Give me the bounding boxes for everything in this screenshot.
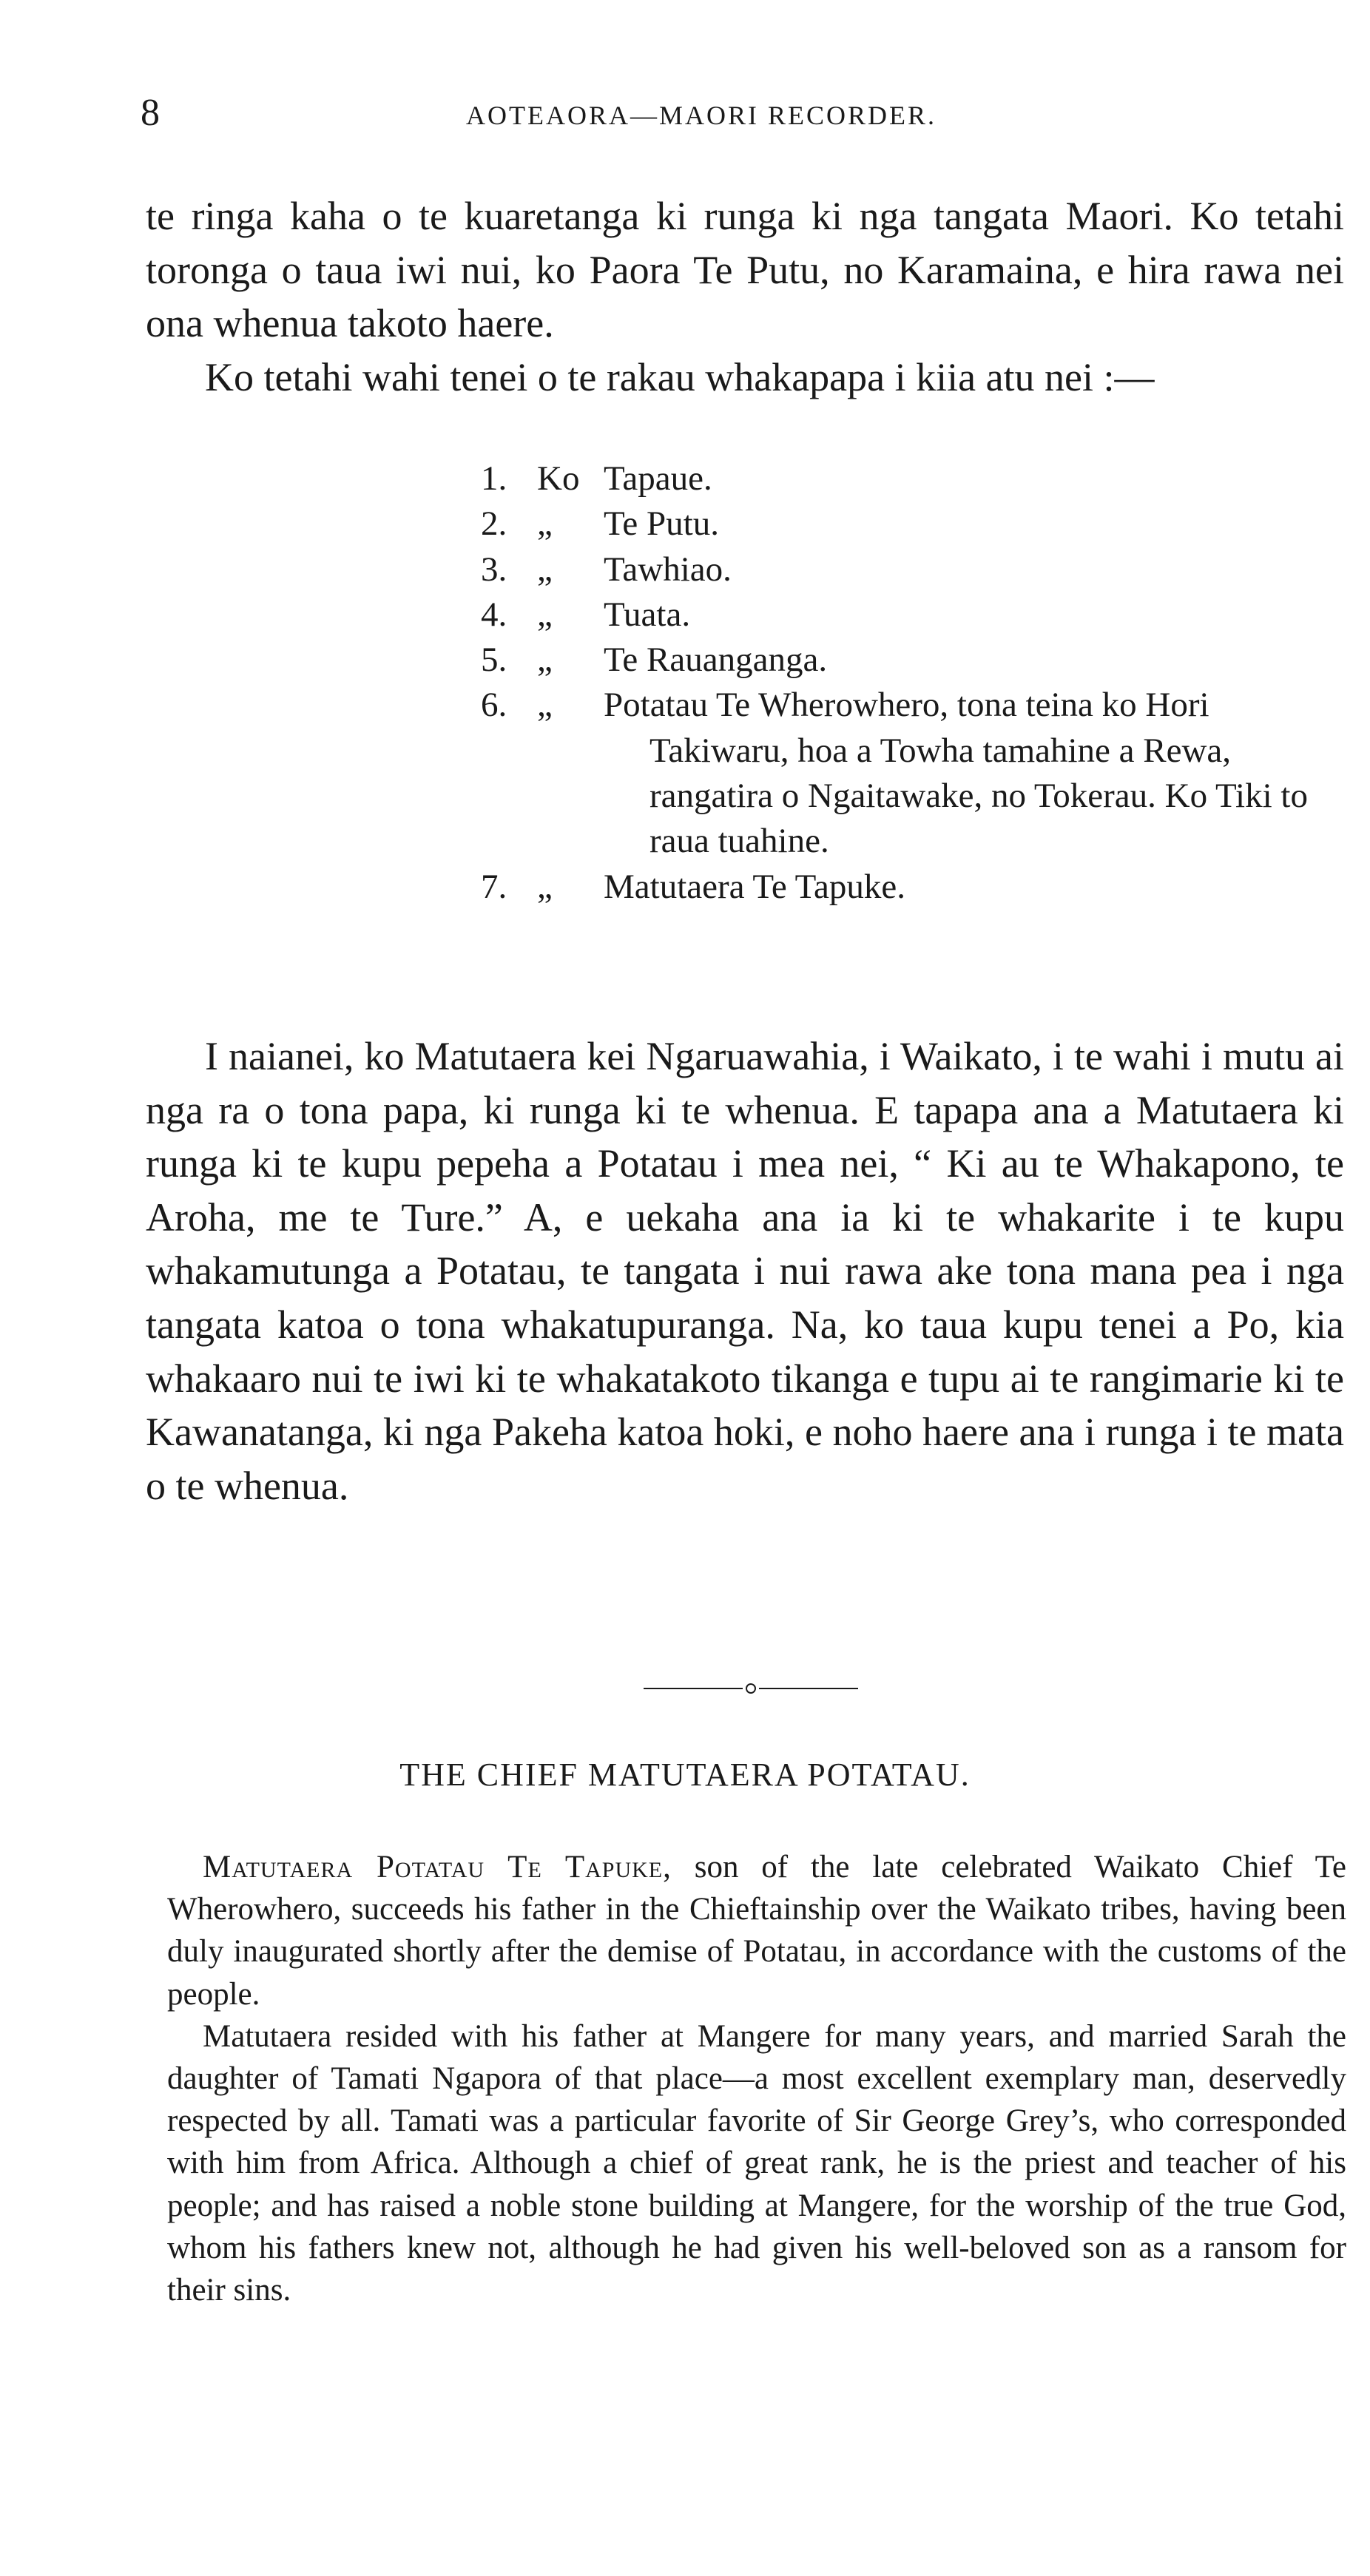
article-paragraph-1-text: son of the late celebrated Waikato Chief Te Wherowhero, succeeds his father in the Chieftainship over the Waikato tribes, having been duly inaugurated shortly after the demise of Potatau, in accordance with the customs of the people. xyxy=(167,1850,1346,2012)
genealogy-number: 3. xyxy=(481,550,507,589)
genealogy-name: Te Rauanganga. xyxy=(604,640,828,680)
section-heading: THE CHIEF MATUTAERA POTATAU. xyxy=(399,1757,971,1793)
genealogy-name: Potatau Te Wherowhero, tona teina ko Hori xyxy=(604,686,1209,725)
page-number: 8 xyxy=(141,92,160,134)
genealogy-item xyxy=(481,456,1346,501)
genealogy-item xyxy=(481,865,1346,910)
genealogy-prefix: „ xyxy=(537,550,553,589)
genealogy-number: 4. xyxy=(481,595,507,634)
paragraph-continuation: te ringa kaha o te kuaretanga ki runga ki nga tangata Maori. Ko tetahi toronga o taua iwi nui, ko Paora Te Putu, no Karamaina, e hira rawa nei ona whenua takoto haere. xyxy=(146,194,1344,346)
genealogy-item xyxy=(481,547,1346,592)
genealogy-name: Tuata. xyxy=(604,595,691,634)
genealogy-number: 5. xyxy=(481,640,507,680)
divider-line-left xyxy=(644,1688,743,1689)
genealogy-item xyxy=(481,638,1346,683)
maori-text-opening xyxy=(146,189,1344,404)
genealogy-prefix: „ xyxy=(537,686,553,725)
article-lead-name: Matutaera Potatau Te Tapuke, xyxy=(203,1850,672,1884)
genealogy-name-with-note xyxy=(604,683,1346,864)
genealogy-name: Tapaue. xyxy=(604,459,712,498)
english-article xyxy=(167,1846,1346,2311)
genealogy-item xyxy=(481,683,1346,864)
maori-text-main xyxy=(146,1030,1344,1512)
genealogy-number: 7. xyxy=(481,867,507,906)
genealogy-prefix: „ xyxy=(537,595,553,634)
page-header xyxy=(141,87,1346,139)
running-head: AOTEAORA—MAORI RECORDER. xyxy=(466,101,937,130)
article-paragraph-1 xyxy=(167,1846,1346,2015)
genealogy-prefix: „ xyxy=(537,504,553,544)
genealogy-number: 1. xyxy=(481,459,507,498)
genealogy-item xyxy=(481,592,1346,638)
paragraph-genealogy-intro: Ko tetahi wahi tenei o te rakau whakapapa i kiia atu nei :— xyxy=(205,354,1155,399)
genealogy-item xyxy=(481,501,1346,547)
paragraph-matutaera: I naianei, ko Matutaera kei Ngaruawahia, i Waikato, i te wahi i mutu ai nga ra o tona papa, ki runga ki te whenua. E tapapa ana a Matutaera ki runga ki te kupu pepeha a Potatau i mea nei, “ Ki au te Whakapono, te Aroha, me te Ture.” A, e uekaha ana ia ki te whakarite i te kupu whakamutunga a Potatau, te tangata i nui rawa ake tona mana pea i nga tangata katoa o tona whakatupuranga. Na, ko taua kupu tenei a Po, kia whakaaro nui te iwi ki te whakatakoto tikanga e tupu ai te rangimarie ki te Kawanatanga, ki nga Pakeha katoa hoki, e noho haere ana i runga i te mata o te whenua. xyxy=(146,1034,1344,1508)
genealogy-prefix: „ xyxy=(537,640,553,680)
divider-ornament-icon xyxy=(746,1683,756,1694)
genealogy-note: Takiwaru, hoa a Towha tamahine a Rewa, rangatira o Ngaitawake, no Tokerau. Ko Tiki to raua tuahine. xyxy=(649,731,1308,861)
genealogy-prefix: Ko xyxy=(537,459,580,498)
genealogy-number: 6. xyxy=(481,686,507,725)
genealogy-list xyxy=(481,456,1346,910)
section-divider xyxy=(644,1677,858,1700)
article-paragraph-2: Matutaera resided with his father at Mangere for many years, and married Sarah the daughter of Tamati Ngapora of that place—a most excellent exemplary man, deservedly respected by all. Tamati was a particular favorite of Sir George Grey’s, who corresponded with him from Africa. Although a chief of great rank, he is the priest and teacher of his people; and has raised a noble stone building at Mangere, for the worship of the true God, whom his fathers knew not, although he had given his well-beloved son as a ransom for their sins. xyxy=(167,2018,1346,2308)
divider-line-right xyxy=(759,1688,858,1689)
genealogy-number: 2. xyxy=(481,504,507,544)
genealogy-name: Matutaera Te Tapuke. xyxy=(604,867,905,906)
genealogy-name: Tawhiao. xyxy=(604,550,732,589)
genealogy-name: Te Putu. xyxy=(604,504,719,544)
genealogy-prefix: „ xyxy=(537,867,553,906)
